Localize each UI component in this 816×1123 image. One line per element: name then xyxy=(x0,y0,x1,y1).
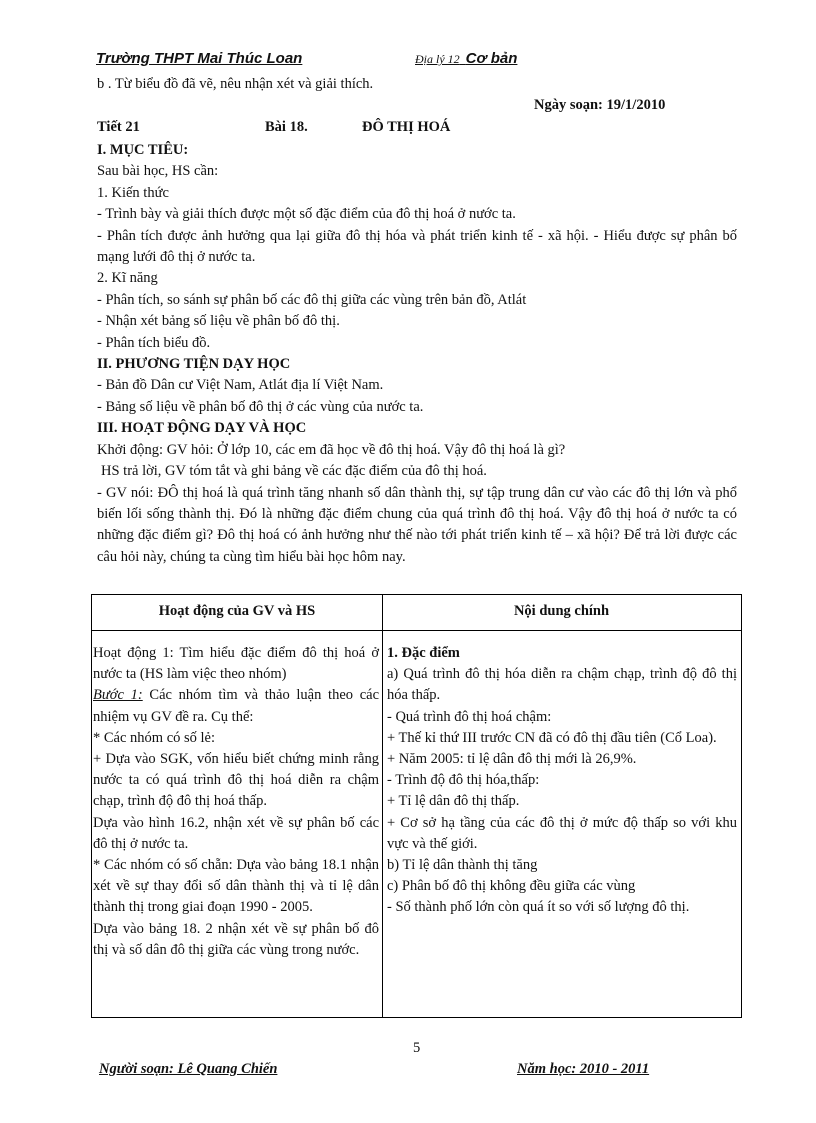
content-item: b) Tỉ lệ dân thành thị tăng xyxy=(387,857,538,874)
lesson-title: ĐÔ THỊ HOÁ xyxy=(362,119,451,135)
materials-heading: II. PHƯƠNG TIỆN DẠY HỌC xyxy=(97,356,291,373)
previous-task: b . Từ biểu đồ đã vẽ, nêu nhận xét và giải thích. xyxy=(97,76,374,92)
step-1 xyxy=(93,685,379,727)
content-item: a) Quá trình đô thị hóa diễn ra chậm chạp, trình độ đô thị hóa thấp. xyxy=(387,666,737,704)
knowledge-heading: 1. Kiến thức xyxy=(97,184,169,201)
skill-item: - Phân tích biểu đồ. xyxy=(97,334,211,351)
content-item: c) Phân bố đô thị không đều giữa các vùng xyxy=(387,878,636,895)
lesson-number: Bài 18. xyxy=(265,119,308,135)
content-item: - Quá trình đô thị hoá chậm: xyxy=(387,708,552,725)
subject-name: Địa lý 12 xyxy=(415,52,460,66)
odd-task: Dựa vào hình 16.2, nhận xét về sự phân bố các đô thị ở nước ta. xyxy=(93,814,379,852)
header-rule xyxy=(92,630,741,631)
teacher-intro: - GV nói: ĐÔ thị hoá là quá trình tăng nhanh số dân thành thị, sự tập trung dân cư vào các đô thị lớn và phổ biến lối sống thành thị. Đó là những đặc điểm chung của quá trình đô thị hoá. Vậy đô thị hoá ở nước ta có những đặc điểm gì? Đô thị hoá có ảnh hưởng như thế nào tới phát triển kinh tế – xã hội? Để trả lời được các câu hỏi này, chúng ta cùng tìm hiểu bài học hôm nay. xyxy=(97,484,737,565)
content-item: + Tỉ lệ dân đô thị thấp. xyxy=(387,793,520,810)
content-item: + Thế kỉ thứ III trước CN đã có đô thị đầu tiên (Cổ Loa). xyxy=(387,729,717,746)
content-item: + Cơ sở hạ tầng của các đô thị ở mức độ thấp so với khu vực và thế giới. xyxy=(387,814,737,852)
objectives-heading: I. MỤC TIÊU: xyxy=(97,142,189,158)
lesson-body xyxy=(97,140,737,568)
material-item: - Bảng số liệu về phân bố đô thị ở các vùng của nước ta. xyxy=(97,398,424,415)
lesson-period: Tiết 21 xyxy=(97,119,140,135)
activity-title: Hoạt động 1: Tìm hiểu đặc điểm đô thị hoá ở nước ta (HS làm việc theo nhóm) xyxy=(93,645,379,683)
skills-heading: 2. Kĩ năng xyxy=(97,270,158,287)
skill-item: - Phân tích, so sánh sự phân bố các đô thị giữa các vùng trên bản đồ, Atlát xyxy=(97,291,527,308)
footer-author: Người soạn: Lê Quang Chiến xyxy=(99,1061,278,1077)
content-item: - Số thành phố lớn còn quá ít so với số lượng đô thị. xyxy=(387,899,690,916)
lesson-table xyxy=(91,594,742,1018)
preparation-date: Ngày soạn: 19/1/2010 xyxy=(534,97,666,113)
step-label: Bước 1: xyxy=(93,687,143,704)
page-number: 5 xyxy=(413,1040,421,1056)
section-heading: 1. Đặc điểm xyxy=(387,645,460,661)
knowledge-item: - Trình bày và giải thích được một số đặc điểm của đô thị hoá ở nước ta. xyxy=(97,206,516,223)
even-groups: * Các nhóm có số chẵn: Dựa vào bảng 18.1 nhận xét về sự thay đổi số dân thành thị và tỉ lệ dân thành thị trong giai đoạn 1990 - 2005. xyxy=(93,857,379,916)
even-task: Dựa vào bảng 18. 2 nhận xét về sự phân bố đô thị và số dân đô thị giữa các vùng trong nước. xyxy=(93,920,379,958)
activities-heading: III. HOẠT ĐỘNG DẠY VÀ HỌC xyxy=(97,420,307,437)
right-column xyxy=(387,633,737,919)
odd-task: + Dựa vào SGK, vốn hiểu biết chứng minh rằng nước ta có quá trình đô thị hoá diễn ra chậm chạp, trình độ đô thị hoá thấp. xyxy=(93,751,379,810)
skill-item: - Nhận xét bảng số liệu về phân bố đô thị. xyxy=(97,313,340,330)
objectives-intro: Sau bài học, HS cần: xyxy=(97,163,219,180)
odd-groups: * Các nhóm có số lẻ: xyxy=(93,729,216,746)
subject-level: Cơ bản xyxy=(465,50,518,67)
subject-header xyxy=(415,50,517,67)
material-item: - Bản đồ Dân cư Việt Nam, Atlát địa lí Việt Nam. xyxy=(97,377,384,394)
right-column-header: Nội dung chính xyxy=(513,603,610,619)
left-column xyxy=(92,633,379,961)
step-text: Các nhóm tìm và thảo luận theo các nhiệm vụ GV đề ra. Cụ thể: xyxy=(93,687,379,725)
school-name: Trường THPT Mai Thúc Loan xyxy=(96,50,303,67)
content-item: - Trình độ đô thị hóa,thấp: xyxy=(387,772,540,789)
student-answer: HS trả lời, GV tóm tắt và ghi bảng về các đặc điểm của đô thị hoá. xyxy=(101,463,487,480)
left-column-header: Hoạt động của GV và HS xyxy=(158,603,316,619)
column-divider xyxy=(382,595,383,1017)
content-item: + Năm 2005: tỉ lệ dân đô thị mới là 26,9%. xyxy=(387,751,637,768)
warmup-text: Khởi động: GV hỏi: Ở lớp 10, các em đã học về đô thị hoá. Vậy đô thị hoá là gì? xyxy=(97,441,566,458)
knowledge-item: - Phân tích được ảnh hưởng qua lại giữa đô thị hóa và phát triển kinh tế - xã hội. - Hiểu được sự phân bố mạng lưới đô thị ở nước ta. xyxy=(97,227,737,266)
footer-school-year: Năm học: 2010 - 2011 xyxy=(517,1061,650,1077)
